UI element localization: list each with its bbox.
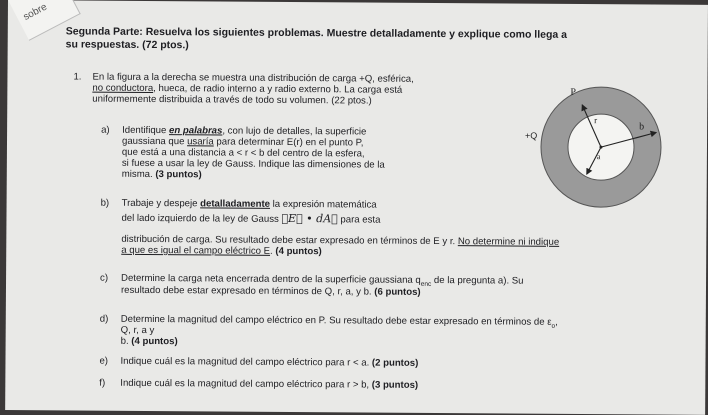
part-a-line-4: si fuese a usar la ley de Gauss. Indique las dimensiones de la <box>121 157 385 171</box>
part-b-line-4 <box>121 245 322 257</box>
part-c-line-1-rest: de la pregunta a). Su <box>431 274 524 287</box>
part-f-question: Indique cuál es la magnitud del campo eléctrico para r > b, <box>120 377 372 391</box>
part-e-text <box>120 356 418 369</box>
header-line-1: Segunda Parte: Resuelva los siguientes problemas. Muestre detalladamente y explique como llega a <box>65 25 568 41</box>
part-a-line-2-start: gaussiana que <box>121 135 188 148</box>
part-f-text <box>120 378 418 391</box>
part-a-label: a) <box>101 124 110 136</box>
part-b-label: b) <box>100 197 110 209</box>
part-b-points: (4 puntos) <box>275 245 322 258</box>
problem-number: 1. <box>73 71 82 83</box>
part-c-label: c) <box>100 272 109 284</box>
exam-page <box>5 0 708 415</box>
part-a-line-1-rest: , con lujo de detalles, la superficie <box>222 125 367 138</box>
header-line-2: su respuestas. (72 ptos.) <box>65 38 189 52</box>
part-e-points: (2 puntos) <box>371 357 419 369</box>
part-b-line-1 <box>122 198 377 211</box>
a-label: a <box>596 152 601 162</box>
part-b-line-4-dot: . <box>270 245 276 257</box>
part-a-line-5-start: misma. <box>121 168 156 181</box>
part-d-line-3 <box>121 336 178 347</box>
problem-line-3: uniformemente distribuida a través de todo su volumen. (22 ptos.) <box>92 93 372 107</box>
problem-line-2-rest: , hueca, de radio interno a y radio externo b. La carga está <box>153 83 403 96</box>
part-e-label: e) <box>99 355 109 367</box>
part-c-points: (6 puntos) <box>374 286 421 298</box>
part-a-line-1-start: Identifique <box>122 124 170 137</box>
point-p-label: P <box>570 86 576 98</box>
part-a-line-2-rest: para determinar E(r) en el punto P, <box>213 136 364 149</box>
part-d-line-1-end: , <box>555 316 558 328</box>
epsilon-subscript: o <box>551 322 556 330</box>
q-enc-subscript: enc <box>420 280 432 288</box>
r-label: r <box>594 115 598 126</box>
charge-label: +Q <box>525 130 538 141</box>
part-b-underline: detalladamente <box>200 198 271 210</box>
part-a-emphasis: en palabras <box>169 125 223 137</box>
gauss-integral: ∮E⃗ • dA⃗ <box>281 211 338 226</box>
part-a-underline: usaría <box>187 136 214 148</box>
part-a-points: (3 puntos) <box>155 169 202 181</box>
part-d-label: d) <box>99 313 109 325</box>
part-e-question: Indique cuál es la magnitud del campo eléctrico para r < a. <box>120 355 372 369</box>
part-b-underline-3: a que es igual el campo eléctrico E <box>121 244 271 257</box>
part-d-line-2: Q, r, a y <box>120 324 155 337</box>
part-b-line-2 <box>121 212 380 226</box>
charged-shell-figure <box>525 77 670 218</box>
part-b-line-2-start: del lado izquierdo de la ley de Gauss <box>121 212 282 225</box>
part-b-line-1-start: Trabaje y despeje <box>121 197 201 210</box>
center-point <box>599 146 602 149</box>
part-c-line-1-start: Determine la carga neta encerrada dentro de la superficie gaussiana q <box>121 272 421 286</box>
part-b-underline-2: No determine ni indique <box>457 236 560 248</box>
part-a-line-3: que está a una distancia a < r < b del centro de la esfera, <box>121 146 365 160</box>
part-c-line-2-start: resultado debe estar expresado en términos de Q, r, a, y b. <box>120 284 375 298</box>
part-d-line-1 <box>121 314 558 332</box>
part-b-line-3-start: distribución de carga. Su resultado debe estar expresado en términos de E y r. <box>121 233 458 248</box>
page-corner-text: sobre <box>21 1 49 23</box>
problem-line-1: En la figura a la derecha se muestra una distribución de carga +Q, esférica, <box>92 71 414 85</box>
part-c-line-2 <box>121 285 421 298</box>
part-f-label: f) <box>99 377 106 389</box>
part-d-line-3-start: b. <box>120 335 132 347</box>
part-b-line-2-rest: para esta <box>337 214 381 226</box>
part-a-line-5 <box>122 169 202 181</box>
b-label: b <box>639 121 645 133</box>
part-f-points: (3 puntos) <box>371 379 419 391</box>
part-d-line-1-start: Determine la magnitud del campo eléctrico en P. Su resultado debe estar expresado en términos de ε <box>120 313 552 328</box>
part-d-points: (4 puntos) <box>131 335 178 348</box>
problem-underline: no conductora <box>92 82 154 95</box>
part-b-line-1-rest: la expresión matemática <box>269 198 377 211</box>
